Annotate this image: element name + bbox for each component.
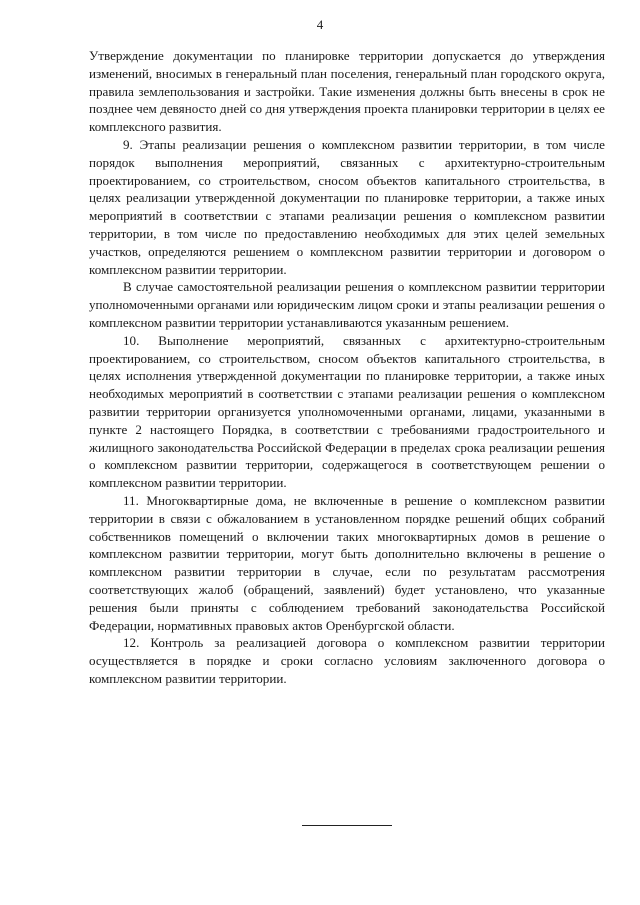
paragraph-item-12: 12. Контроль за реализацией договора о комплексном развитии территории осуществляется в порядке и сроки согласно условиям заключенного договора о комплексном развитии территории. xyxy=(89,635,605,686)
paragraph-independent-implementation: В случае самостоятельной реализации решения о комплексном развитии территории уполномоченными органами или юридическим лицом сроки и этапы реализации решения о комплексном развитии территории устанавливаются указанным решением. xyxy=(89,279,605,330)
document-body xyxy=(89,47,605,688)
page-number: 4 xyxy=(316,17,324,32)
paragraph-approval-of-documentation: Утверждение документации по планировке территории допускается до утверждения изменений, вносимых в генеральный план поселения, генеральный план городского округа, правила землепользования и застройки. Такие изменения должны быть внесены в срок не позднее чем девяносто дней со дня утверждения проекта планировки территории в целях ее комплексного развития. xyxy=(89,48,605,135)
paragraph-item-10: 10. Выполнение мероприятий, связанных с архитектурно-строительным проектированием, со строительством, сносом объектов капитального строительства, в целях исполнения утвержденной документации по планировке территории, а также иных необходимых мероприятий в соответствии с этапами реализации решения о комплексном развитии территории организуется уполномоченными органами, лицами, указанными в пункте 2 настоящего Порядка, в соответствии с требованиями градостроительного и жилищного законодательства Российской Федерации в пределах срока реализации решения о комплексном развитии территории, содержащегося в соответствующем решении о комплексном развитии территории. xyxy=(89,332,605,491)
paragraph-item-11: 11. Многоквартирные дома, не включенные в решение о комплексном развитии территории в связи с обжалованием в установленном порядке решений общих собраний собственников помещений о включении таких многоквартирных домов в решение о комплексном развитии территории, могут быть дополнительно включены в решение о комплексном развитии территории в случае, если по результатам рассмотрения соответствующих жалоб (обращений, заявлений) будет установлено, что указанные решения были приняты с соблюдением требований законодательства Российской Федерации, нормативных правовых актов Оренбургской области. xyxy=(89,492,605,633)
end-separator-line xyxy=(302,825,392,826)
paragraph-item-9: 9. Этапы реализации решения о комплексном развитии территории, в том числе порядок выполнения мероприятий, связанных с архитектурно-строительным проектированием, со строительством, сносом объектов капитального строительства, в целях реализации утвержденной документации по планировке территории, а также иных мероприятий в соответствии с этапами реализации решения о комплексном развитии территории, в том числе по предоставлению необходимых для этих целей земельных участков, определяются решением о комплексном развитии территории и договором о комплексном развитии территории. xyxy=(89,136,605,277)
